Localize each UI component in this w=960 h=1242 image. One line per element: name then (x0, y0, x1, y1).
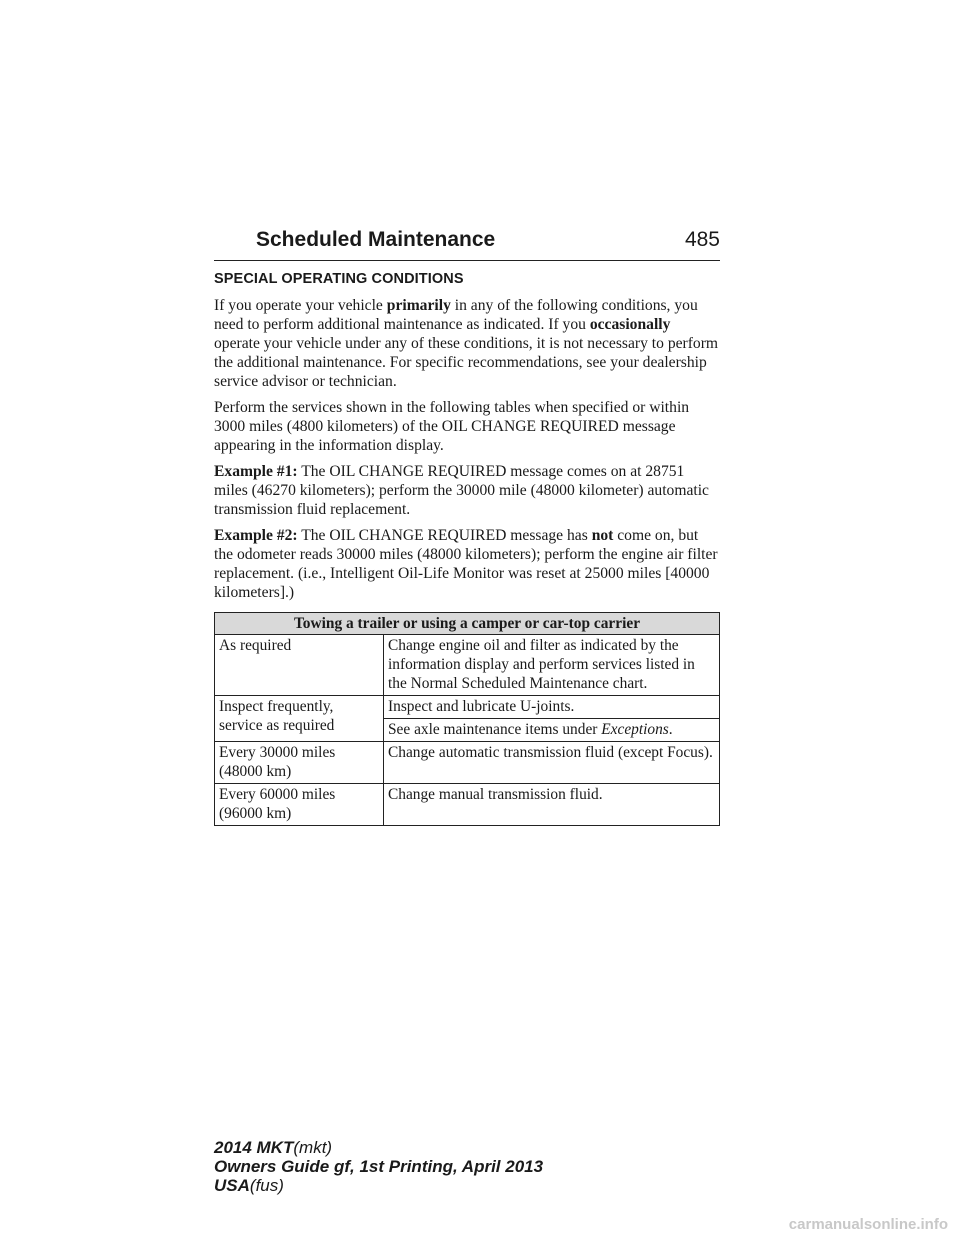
guide-printing: Owners Guide gf, 1st Printing, April 2013 (214, 1157, 544, 1176)
section-heading: SPECIAL OPERATING CONDITIONS (214, 271, 464, 287)
emphasis-occasionally: occasionally (589, 316, 671, 333)
page-content (214, 270, 720, 826)
market-code: (fus) (249, 1176, 284, 1195)
text: operate your vehicle under any of these conditions, it is not necessary to perform the additional maintenance. For specific recommendations, see your dealership service advisor or technician. (214, 335, 719, 390)
table-cell (384, 719, 720, 742)
table-row (215, 635, 720, 696)
text: . (668, 721, 673, 738)
table-cell: Inspect and lubricate U-joints. (384, 696, 720, 719)
paragraph-perform: Perform the services shown in the following tables when specified or within 3000 miles (4800 kilometers) of the OIL CHANGE REQUIRED message appearing in the information display. (214, 399, 690, 454)
text: If you operate your vehicle (214, 297, 387, 314)
table-cell: Every 60000 miles (96000 km) (215, 784, 384, 826)
example-1-label: Example #1: (214, 463, 298, 480)
table-row (215, 742, 720, 784)
emphasis-not: not (591, 527, 614, 544)
text: The OIL CHANGE REQUIRED message has (297, 527, 592, 544)
exceptions-reference: Exceptions (601, 721, 669, 738)
table-cell: Change engine oil and filter as indicated by the information display and perform services listed in the Normal Scheduled Maintenance chart. (384, 635, 720, 696)
table-row (215, 696, 720, 719)
table-row (215, 784, 720, 826)
table-cell: Change manual transmission fluid. (384, 784, 720, 826)
text: The OIL CHANGE REQUIRED message comes on at 28751 miles (46270 kilometers); perform the 30000 mile (48000 kilometer) automatic transmission fluid replacement. (214, 463, 709, 518)
table-header: Towing a trailer or using a camper or car-top carrier (215, 613, 720, 635)
watermark: carmanualsonline.info (788, 1216, 948, 1233)
paragraph-example-2 (214, 526, 720, 602)
text: See axle maintenance items under (388, 721, 602, 738)
table-cell: Change automatic transmission fluid (except Focus). (384, 742, 720, 784)
emphasis-primarily: primarily (386, 297, 451, 314)
maintenance-table (214, 612, 720, 826)
table-header-row (215, 613, 720, 635)
page-header (214, 226, 720, 261)
footer-line-3 (214, 1176, 543, 1195)
page-number: 485 (684, 228, 720, 251)
paragraph-intro (214, 296, 720, 391)
footer-line-2 (214, 1157, 543, 1176)
print-footer (214, 1138, 543, 1195)
table-cell: Inspect frequently, service as required (215, 696, 384, 742)
model-name: 2014 MKT (214, 1138, 294, 1157)
footer-line-1 (214, 1138, 543, 1157)
table-cell: As required (215, 635, 384, 696)
paragraph-example-1 (214, 462, 720, 519)
table-cell: Every 30000 miles (48000 km) (215, 742, 384, 784)
text: come on, but the odometer reads 30000 miles (48000 kilometers); perform the engine air filter replacement. (i.e., Intelligent Oil-Life Monitor was reset at 25000 miles [40000 kilometers].) (214, 527, 718, 601)
text: in any of the following conditions, you need to perform additional maintenance as indicated. If you (214, 297, 698, 333)
chapter-title: Scheduled Maintenance (256, 228, 496, 251)
example-2-label: Example #2: (214, 527, 298, 544)
market: USA (214, 1176, 250, 1195)
model-code: (mkt) (293, 1138, 333, 1157)
